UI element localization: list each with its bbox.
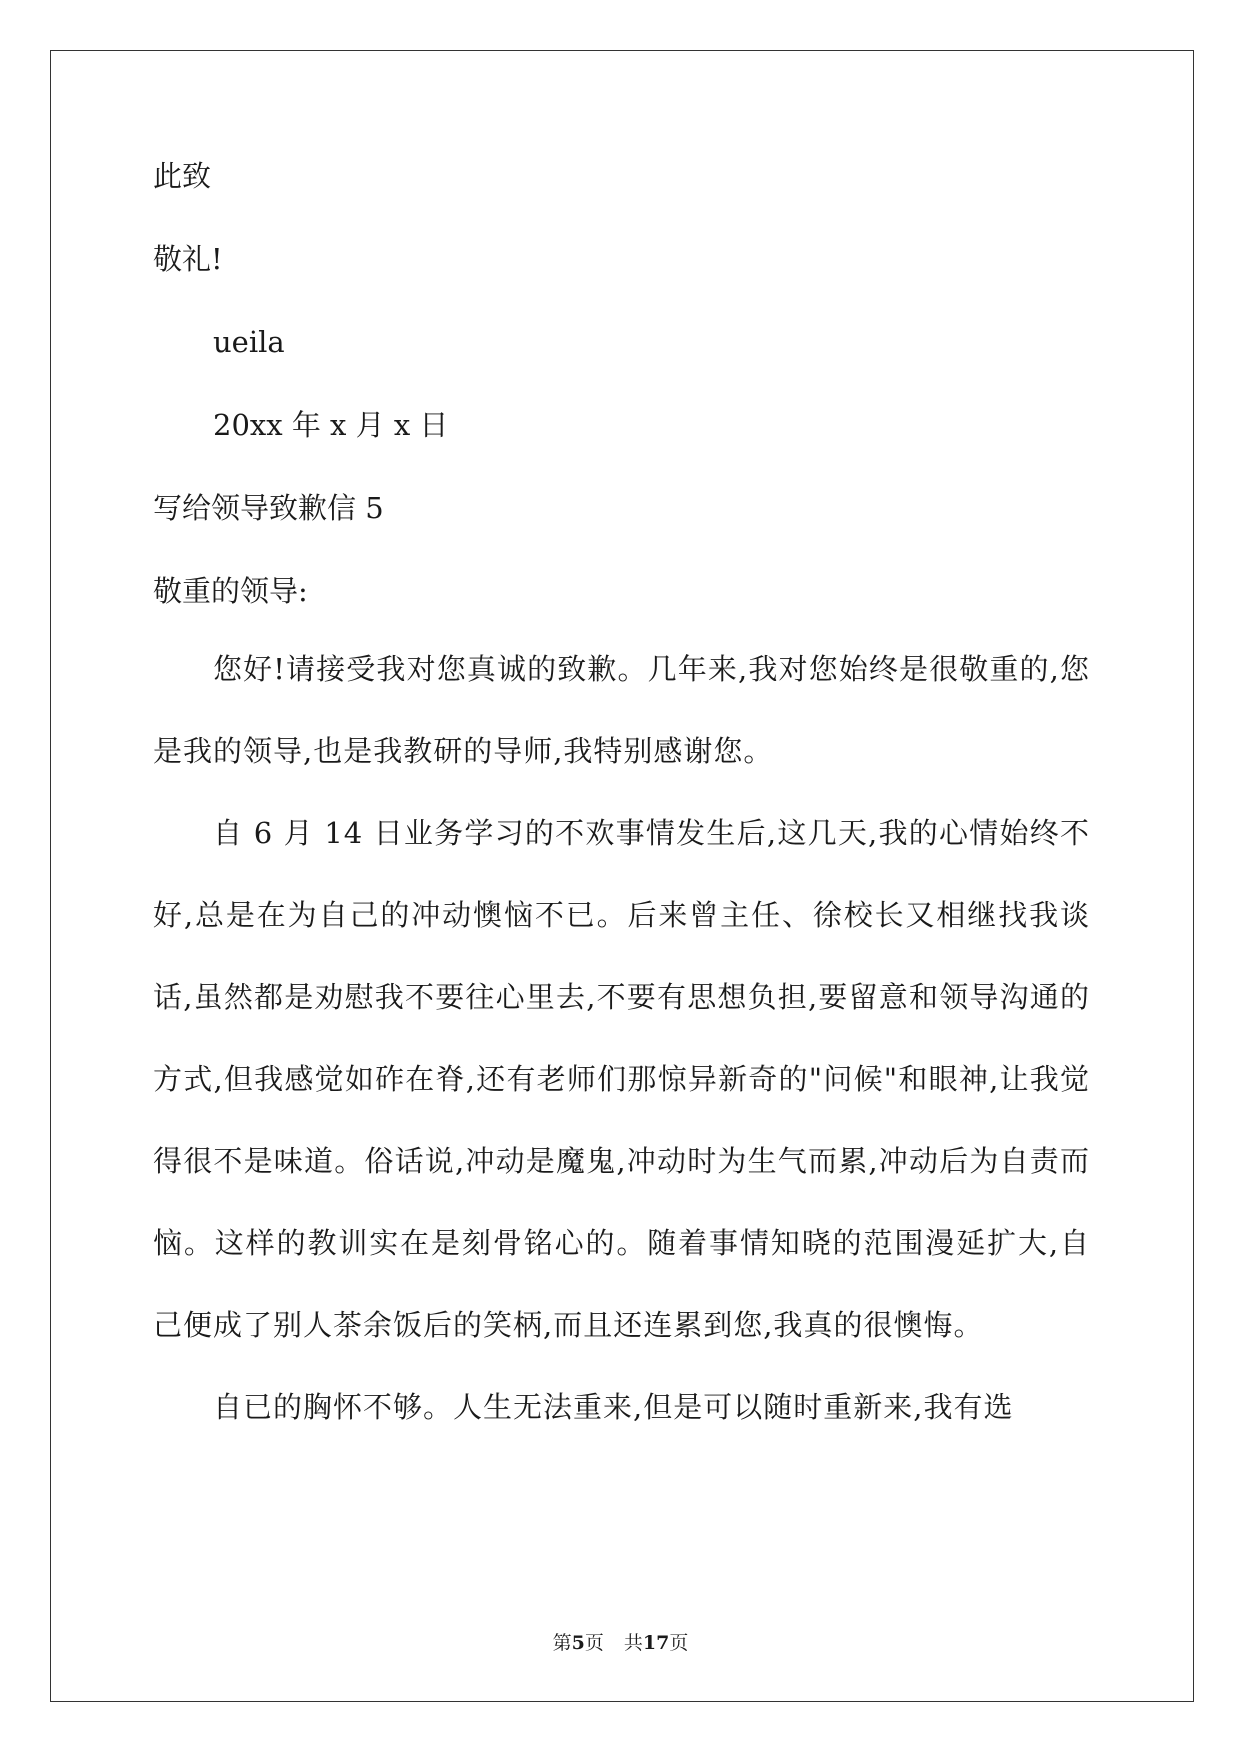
footer-total-suffix: 页 xyxy=(669,1632,689,1654)
signature-date: 20xx 年 x 月 x 日 xyxy=(213,408,449,442)
document-body xyxy=(153,158,1090,1448)
paragraph-2: 自 6 月 14 日业务学习的不欢事情发生后,这几天,我的心情始终不好,总是在为自己的冲动懊恼不已。后来曾主任、徐校长又相继找我谈话,虽然都是劝慰我不要往心里去,不要有思想负担,要留意和领导沟通的方式,但我感觉如砟在脊,还有老师们那惊异新奇的"问候"和眼神,让我觉得很不是味道。俗话说,冲动是魔鬼,冲动时为生气而累,冲动后为自责而恼。这样的教训实在是刻骨铭心的。随着事情知晓的范围漫延扩大,自己便成了别人茶余饭后的笑柄,而且还连累到您,我真的很懊悔。 xyxy=(153,816,1090,1342)
salutation: 敬重的领导: xyxy=(153,574,308,608)
footer-page-total: 17 xyxy=(642,1632,670,1654)
closing-line-1: 此致 xyxy=(153,159,212,193)
footer-page-mid: 页 xyxy=(584,1632,604,1654)
footer-page-prefix: 第 xyxy=(552,1632,572,1654)
signature-name: ueila xyxy=(213,325,285,359)
section-title: 写给领导致歉信 5 xyxy=(153,491,384,525)
paragraph-3: 自已的胸怀不够。人生无法重来,但是可以随时重新来,我有选 xyxy=(213,1390,1014,1424)
page-footer xyxy=(0,1631,1241,1655)
footer-page-current: 5 xyxy=(571,1632,585,1654)
closing-line-2: 敬礼! xyxy=(153,242,223,276)
paragraph-1: 您好!请接受我对您真诚的致歉。几年来,我对您始终是很敬重的,您是我的领导,也是我教研的导师,我特别感谢您。 xyxy=(153,652,1090,768)
footer-total-prefix: 共 xyxy=(623,1632,643,1654)
